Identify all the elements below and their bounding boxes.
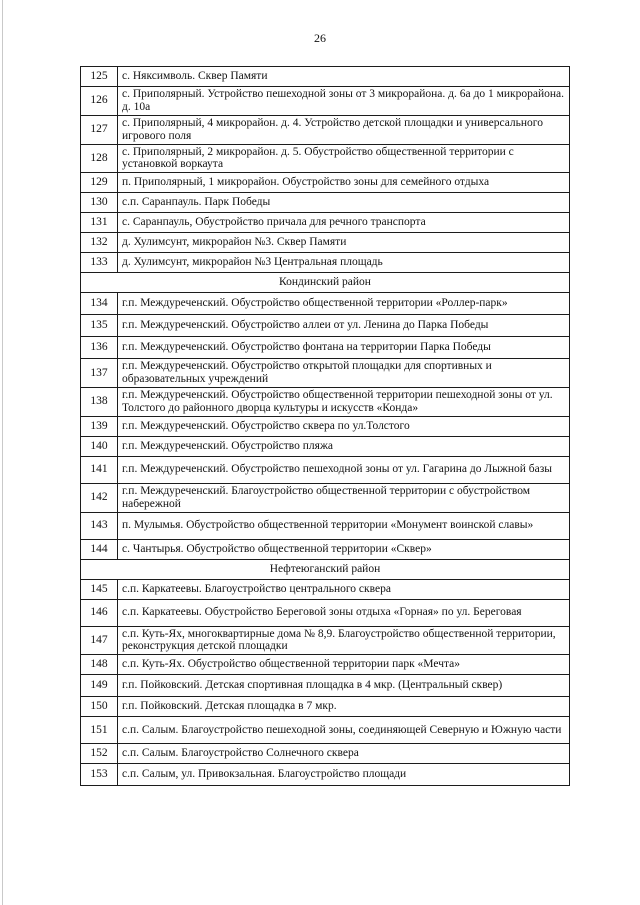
section-header-row: [81, 273, 570, 293]
table-row: [81, 315, 570, 337]
row-description: с.п. Салым, ул. Привокзальная. Благоустройство площади: [118, 764, 570, 786]
row-description: с.п. Куть-Ях, многоквартирные дома № 8,9. Благоустройство общественной территории, реконструкция детской площадки: [118, 626, 570, 655]
table-row: [81, 359, 570, 388]
page-number: 26: [314, 31, 326, 45]
row-number: 137: [81, 359, 118, 388]
table-row: [81, 193, 570, 213]
row-number: 139: [81, 416, 118, 436]
table-body: [81, 67, 570, 786]
row-description: с.п. Салым. Благоустройство Солнечного сквера: [118, 744, 570, 764]
table-row: [81, 456, 570, 483]
row-number: 135: [81, 315, 118, 337]
section-title: Нефтеюганский район: [81, 559, 570, 579]
row-description: г.п. Междуреченский. Обустройство пляжа: [118, 436, 570, 456]
row-number: 148: [81, 655, 118, 675]
table-row: [81, 213, 570, 233]
row-description: г.п. Междуреченский. Обустройство общественной территории пешеходной зоны от ул. Толстого до районного дворца культуры и искусств «Конда»: [118, 388, 570, 417]
row-description: с.п. Саранпауль. Парк Победы: [118, 193, 570, 213]
table-row: [81, 388, 570, 417]
row-description: с.п. Куть-Ях. Обустройство общественной территории парк «Мечта»: [118, 655, 570, 675]
table-row: [81, 144, 570, 173]
table-row: [81, 293, 570, 315]
row-description: с.п. Каркатеевы. Благоустройство центрального сквера: [118, 579, 570, 599]
table-row: [81, 579, 570, 599]
row-number: 143: [81, 512, 118, 539]
table-row: [81, 87, 570, 116]
row-description: г.п. Междуреченский. Благоустройство общественной территории с обустройством набережной: [118, 483, 570, 512]
row-description: с. Чантырья. Обустройство общественной территории «Сквер»: [118, 539, 570, 559]
row-description: с. Саранпауль, Обустройство причала для речного транспорта: [118, 213, 570, 233]
table-row: [81, 512, 570, 539]
row-number: 128: [81, 144, 118, 173]
table-row: [81, 233, 570, 253]
row-description: с. Няксимволь. Сквер Памяти: [118, 67, 570, 87]
scan-edge-line: [2, 0, 3, 905]
row-number: 129: [81, 173, 118, 193]
table-row: [81, 436, 570, 456]
objects-table: [80, 66, 570, 786]
row-number: 130: [81, 193, 118, 213]
table-row: [81, 697, 570, 717]
row-description: г.п. Междуреченский. Обустройство пешеходной зоны от ул. Гагарина до Лыжной базы: [118, 456, 570, 483]
row-description: г.п. Междуреченский. Обустройство открытой площадки для спортивных и образовательных учреждений: [118, 359, 570, 388]
table-row: [81, 717, 570, 744]
row-description: с.п. Салым. Благоустройство пешеходной зоны, соединяющей Северную и Южную части: [118, 717, 570, 744]
table-row: [81, 67, 570, 87]
row-description: п. Приполярный, 1 микрорайон. Обустройство зоны для семейного отдыха: [118, 173, 570, 193]
table-row: [81, 483, 570, 512]
row-description: г.п. Междуреченский. Обустройство общественной территории «Роллер-парк»: [118, 293, 570, 315]
table-row: [81, 764, 570, 786]
row-description: г.п. Пойковский. Детская площадка в 7 мкр.: [118, 697, 570, 717]
row-number: 140: [81, 436, 118, 456]
row-number: 146: [81, 599, 118, 626]
table-row: [81, 337, 570, 359]
row-number: 131: [81, 213, 118, 233]
row-number: 138: [81, 388, 118, 417]
table-row: [81, 655, 570, 675]
row-number: 125: [81, 67, 118, 87]
table-row: [81, 675, 570, 697]
section-title: Кондинский район: [81, 273, 570, 293]
row-description: д. Хулимсунт, микрорайон №3. Сквер Памяти: [118, 233, 570, 253]
table-row: [81, 599, 570, 626]
row-number: 136: [81, 337, 118, 359]
row-description: с. Приполярный, 2 микрорайон. д. 5. Обустройство общественной территории с установкой воркаута: [118, 144, 570, 173]
row-number: 149: [81, 675, 118, 697]
row-description: г.п. Междуреченский. Обустройство сквера по ул.Толстого: [118, 416, 570, 436]
row-number: 142: [81, 483, 118, 512]
table-row: [81, 744, 570, 764]
row-number: 141: [81, 456, 118, 483]
row-number: 144: [81, 539, 118, 559]
row-number: 132: [81, 233, 118, 253]
row-description: с. Приполярный. Устройство пешеходной зоны от 3 микрорайона. д. 6а до 1 микрорайона. д. 10а: [118, 87, 570, 116]
row-description: с.п. Каркатеевы. Обустройство Береговой зоны отдыха «Горная» по ул. Береговая: [118, 599, 570, 626]
row-number: 153: [81, 764, 118, 786]
section-header-row: [81, 559, 570, 579]
row-description: г.п. Междуреченский. Обустройство фонтана на территории Парка Победы: [118, 337, 570, 359]
table-row: [81, 115, 570, 144]
row-number: 150: [81, 697, 118, 717]
row-description: д. Хулимсунт, микрорайон №3 Центральная площадь: [118, 253, 570, 273]
row-number: 147: [81, 626, 118, 655]
table-row: [81, 173, 570, 193]
table-row: [81, 253, 570, 273]
row-description: п. Мулымья. Обустройство общественной территории «Монумент воинской славы»: [118, 512, 570, 539]
row-number: 127: [81, 115, 118, 144]
row-description: с. Приполярный, 4 микрорайон. д. 4. Устройство детской площадки и универсального игрового поля: [118, 115, 570, 144]
row-number: 133: [81, 253, 118, 273]
table-row: [81, 626, 570, 655]
row-number: 134: [81, 293, 118, 315]
row-number: 152: [81, 744, 118, 764]
row-number: 126: [81, 87, 118, 116]
table-row: [81, 539, 570, 559]
row-description: г.п. Междуреченский. Обустройство аллеи от ул. Ленина до Парка Победы: [118, 315, 570, 337]
row-description: г.п. Пойковский. Детская спортивная площадка в 4 мкр. (Центральный сквер): [118, 675, 570, 697]
table-row: [81, 416, 570, 436]
row-number: 151: [81, 717, 118, 744]
row-number: 145: [81, 579, 118, 599]
